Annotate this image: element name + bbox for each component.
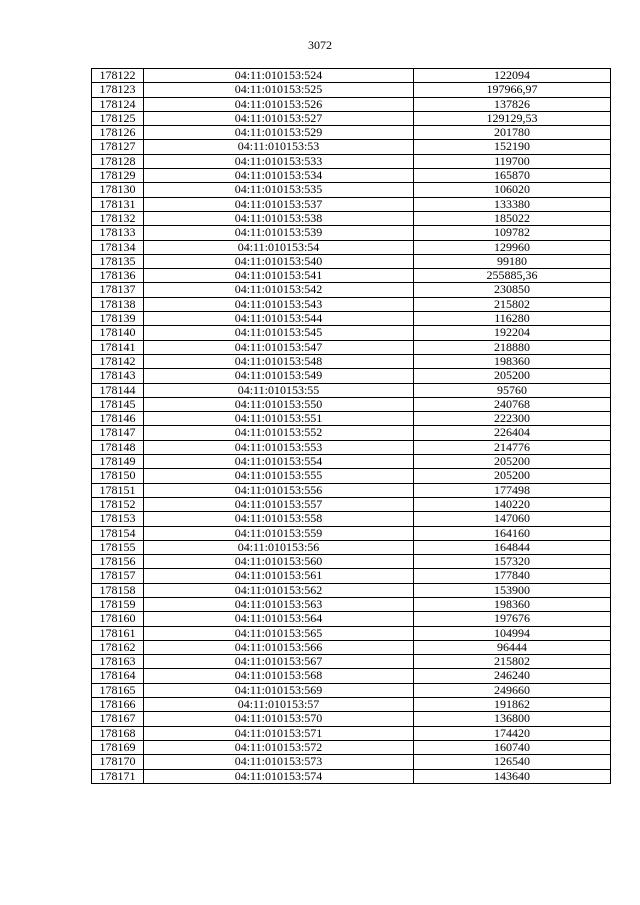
cadastral-number-cell: 04:11:010153:570 [144,712,414,726]
row-number-cell: 178132 [92,211,144,225]
table-row [92,683,611,697]
value-cell: 249660 [414,683,611,697]
data-table [91,68,611,784]
row-number-cell: 178154 [92,526,144,540]
cadastral-number-cell: 04:11:010153:547 [144,340,414,354]
table-row [92,455,611,469]
cadastral-number-cell: 04:11:010153:539 [144,226,414,240]
table-row [92,412,611,426]
row-number-cell: 178160 [92,612,144,626]
value-cell: 136800 [414,712,611,726]
row-number-cell: 178146 [92,412,144,426]
table-row [92,712,611,726]
row-number-cell: 178156 [92,555,144,569]
value-cell: 96444 [414,640,611,654]
row-number-cell: 178148 [92,440,144,454]
value-cell: 205200 [414,469,611,483]
value-cell: 191862 [414,698,611,712]
value-cell: 137826 [414,97,611,111]
value-cell: 160740 [414,740,611,754]
table-row [92,540,611,554]
row-number-cell: 178130 [92,183,144,197]
cadastral-number-cell: 04:11:010153:54 [144,240,414,254]
cadastral-number-cell: 04:11:010153:524 [144,69,414,83]
row-number-cell: 178150 [92,469,144,483]
row-number-cell: 178147 [92,426,144,440]
table-row [92,469,611,483]
value-cell: 126540 [414,755,611,769]
cadastral-number-cell: 04:11:010153:571 [144,726,414,740]
row-number-cell: 178164 [92,669,144,683]
value-cell: 119700 [414,154,611,168]
value-cell: 246240 [414,669,611,683]
value-cell: 230850 [414,283,611,297]
row-number-cell: 178129 [92,169,144,183]
table-row [92,154,611,168]
row-number-cell: 178166 [92,698,144,712]
table-row [92,698,611,712]
table-row [92,397,611,411]
cadastral-number-cell: 04:11:010153:555 [144,469,414,483]
table-row [92,612,611,626]
table-row [92,755,611,769]
cadastral-number-cell: 04:11:010153:548 [144,354,414,368]
cadastral-number-cell: 04:11:010153:541 [144,269,414,283]
cadastral-number-cell: 04:11:010153:540 [144,254,414,268]
value-cell: 222300 [414,412,611,426]
table-row [92,283,611,297]
value-cell: 218880 [414,340,611,354]
row-number-cell: 178159 [92,597,144,611]
cadastral-number-cell: 04:11:010153:527 [144,111,414,125]
cadastral-number-cell: 04:11:010153:550 [144,397,414,411]
table-row [92,383,611,397]
row-number-cell: 178145 [92,397,144,411]
cadastral-number-cell: 04:11:010153:542 [144,283,414,297]
table-row [92,83,611,97]
value-cell: 153900 [414,583,611,597]
row-number-cell: 178135 [92,254,144,268]
row-number-cell: 178128 [92,154,144,168]
cadastral-number-cell: 04:11:010153:533 [144,154,414,168]
table-row [92,569,611,583]
cadastral-number-cell: 04:11:010153:543 [144,297,414,311]
table-row [92,740,611,754]
value-cell: 140220 [414,497,611,511]
value-cell: 197676 [414,612,611,626]
cadastral-number-cell: 04:11:010153:53 [144,140,414,154]
row-number-cell: 178123 [92,83,144,97]
row-number-cell: 178139 [92,312,144,326]
row-number-cell: 178149 [92,455,144,469]
cadastral-number-cell: 04:11:010153:563 [144,597,414,611]
cadastral-number-cell: 04:11:010153:566 [144,640,414,654]
row-number-cell: 178152 [92,497,144,511]
cadastral-number-cell: 04:11:010153:560 [144,555,414,569]
row-number-cell: 178151 [92,483,144,497]
value-cell: 201780 [414,126,611,140]
row-number-cell: 178125 [92,111,144,125]
row-number-cell: 178138 [92,297,144,311]
table-row [92,240,611,254]
table-row [92,512,611,526]
cadastral-number-cell: 04:11:010153:554 [144,455,414,469]
table-row [92,555,611,569]
value-cell: 129960 [414,240,611,254]
row-number-cell: 178155 [92,540,144,554]
row-number-cell: 178167 [92,712,144,726]
cadastral-number-cell: 04:11:010153:564 [144,612,414,626]
value-cell: 122094 [414,69,611,83]
table-row [92,111,611,125]
cadastral-number-cell: 04:11:010153:551 [144,412,414,426]
row-number-cell: 178140 [92,326,144,340]
cadastral-number-cell: 04:11:010153:568 [144,669,414,683]
cadastral-number-cell: 04:11:010153:562 [144,583,414,597]
row-number-cell: 178137 [92,283,144,297]
cadastral-number-cell: 04:11:010153:544 [144,312,414,326]
row-number-cell: 178134 [92,240,144,254]
table-row [92,626,611,640]
table-row [92,597,611,611]
value-cell: 240768 [414,397,611,411]
value-cell: 198360 [414,354,611,368]
cadastral-number-cell: 04:11:010153:57 [144,698,414,712]
table-row [92,97,611,111]
table-row [92,655,611,669]
cadastral-number-cell: 04:11:010153:538 [144,211,414,225]
row-number-cell: 178163 [92,655,144,669]
row-number-cell: 178136 [92,269,144,283]
value-cell: 133380 [414,197,611,211]
row-number-cell: 178171 [92,769,144,783]
cadastral-number-cell: 04:11:010153:557 [144,497,414,511]
table-row [92,583,611,597]
value-cell: 197966,97 [414,83,611,97]
cadastral-number-cell: 04:11:010153:525 [144,83,414,97]
value-cell: 104994 [414,626,611,640]
row-number-cell: 178124 [92,97,144,111]
table-row [92,69,611,83]
row-number-cell: 178165 [92,683,144,697]
value-cell: 177498 [414,483,611,497]
row-number-cell: 178127 [92,140,144,154]
row-number-cell: 178142 [92,354,144,368]
cadastral-number-cell: 04:11:010153:535 [144,183,414,197]
value-cell: 177840 [414,569,611,583]
table-row [92,340,611,354]
row-number-cell: 178162 [92,640,144,654]
value-cell: 152190 [414,140,611,154]
cadastral-number-cell: 04:11:010153:567 [144,655,414,669]
table-row [92,326,611,340]
value-cell: 116280 [414,312,611,326]
value-cell: 185022 [414,211,611,225]
value-cell: 214776 [414,440,611,454]
row-number-cell: 178131 [92,197,144,211]
value-cell: 215802 [414,297,611,311]
value-cell: 215802 [414,655,611,669]
cadastral-number-cell: 04:11:010153:534 [144,169,414,183]
value-cell: 129129,53 [414,111,611,125]
row-number-cell: 178133 [92,226,144,240]
table-row [92,426,611,440]
table-row [92,526,611,540]
cadastral-number-cell: 04:11:010153:574 [144,769,414,783]
row-number-cell: 178126 [92,126,144,140]
value-cell: 99180 [414,254,611,268]
row-number-cell: 178157 [92,569,144,583]
cadastral-number-cell: 04:11:010153:56 [144,540,414,554]
table-row [92,197,611,211]
value-cell: 165870 [414,169,611,183]
row-number-cell: 178169 [92,740,144,754]
value-cell: 106020 [414,183,611,197]
table-row [92,669,611,683]
table-row [92,254,611,268]
table-row [92,497,611,511]
table-row [92,269,611,283]
table-row [92,312,611,326]
value-cell: 147060 [414,512,611,526]
table-row [92,354,611,368]
table-row [92,226,611,240]
cadastral-number-cell: 04:11:010153:565 [144,626,414,640]
page-number: 3072 [308,38,332,52]
cadastral-number-cell: 04:11:010153:529 [144,126,414,140]
value-cell: 164160 [414,526,611,540]
cadastral-number-cell: 04:11:010153:572 [144,740,414,754]
value-cell: 205200 [414,455,611,469]
value-cell: 255885,36 [414,269,611,283]
cadastral-number-cell: 04:11:010153:552 [144,426,414,440]
row-number-cell: 178144 [92,383,144,397]
cadastral-number-cell: 04:11:010153:545 [144,326,414,340]
cadastral-number-cell: 04:11:010153:569 [144,683,414,697]
cadastral-number-cell: 04:11:010153:573 [144,755,414,769]
value-cell: 157320 [414,555,611,569]
cadastral-number-cell: 04:11:010153:559 [144,526,414,540]
table-row [92,211,611,225]
table-row [92,769,611,783]
table-row [92,297,611,311]
cadastral-number-cell: 04:11:010153:553 [144,440,414,454]
table-row [92,440,611,454]
row-number-cell: 178161 [92,626,144,640]
value-cell: 192204 [414,326,611,340]
table-row [92,369,611,383]
row-number-cell: 178158 [92,583,144,597]
table-row [92,726,611,740]
table-row [92,640,611,654]
cadastral-number-cell: 04:11:010153:549 [144,369,414,383]
cadastral-number-cell: 04:11:010153:55 [144,383,414,397]
row-number-cell: 178143 [92,369,144,383]
cadastral-number-cell: 04:11:010153:558 [144,512,414,526]
table-row [92,483,611,497]
cadastral-number-cell: 04:11:010153:526 [144,97,414,111]
value-cell: 95760 [414,383,611,397]
row-number-cell: 178168 [92,726,144,740]
cadastral-number-cell: 04:11:010153:561 [144,569,414,583]
row-number-cell: 178122 [92,69,144,83]
cadastral-number-cell: 04:11:010153:556 [144,483,414,497]
table-row [92,169,611,183]
row-number-cell: 178170 [92,755,144,769]
value-cell: 109782 [414,226,611,240]
table-row [92,183,611,197]
value-cell: 174420 [414,726,611,740]
table-row [92,126,611,140]
row-number-cell: 178153 [92,512,144,526]
value-cell: 164844 [414,540,611,554]
value-cell: 205200 [414,369,611,383]
value-cell: 143640 [414,769,611,783]
table-row [92,140,611,154]
table-body [92,69,611,784]
row-number-cell: 178141 [92,340,144,354]
cadastral-number-cell: 04:11:010153:537 [144,197,414,211]
value-cell: 226404 [414,426,611,440]
value-cell: 198360 [414,597,611,611]
